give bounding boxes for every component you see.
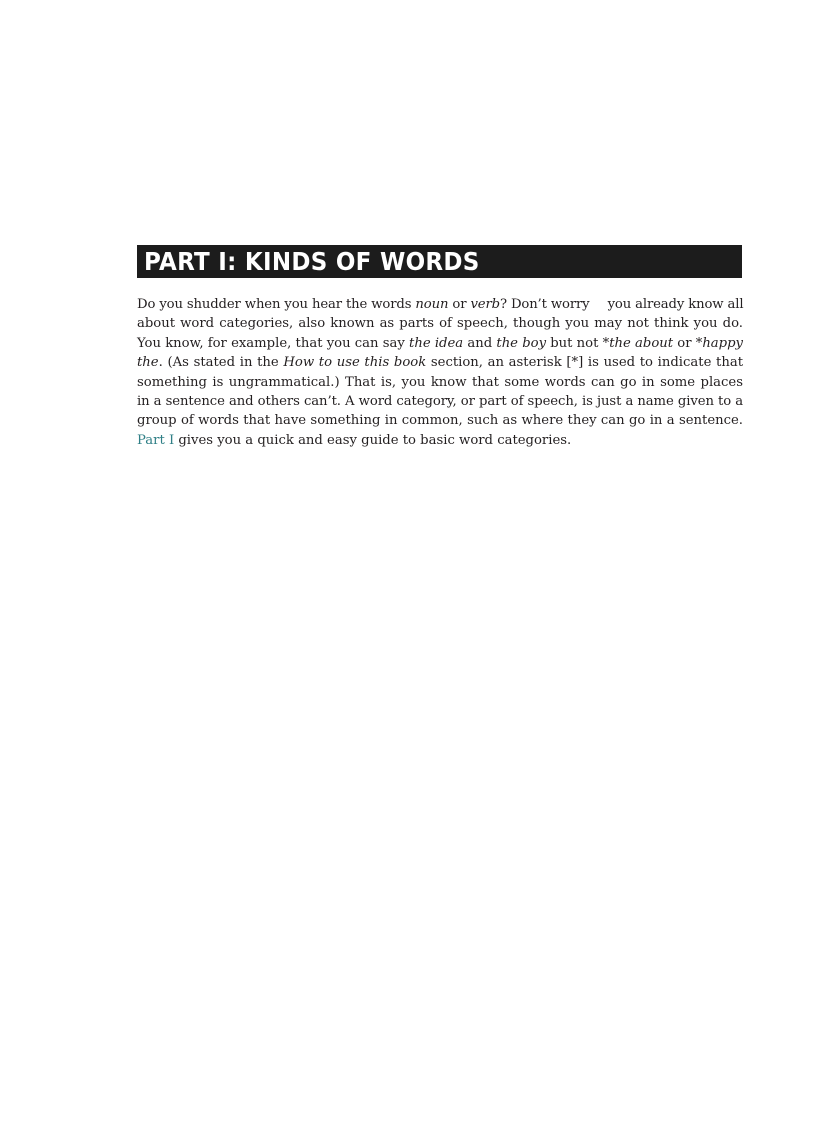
text-line-5: something is ungrammatical.) That is, you know that some words can go in some places [137,374,743,390]
text-line-6: in a sentence and others can’t. A word category, or part of speech, is just a name given to a [137,394,743,410]
part-heading-banner [137,245,742,278]
text-line-3: You know, for example, that you can say the idea and the boy but not *the about or *happy [137,335,744,351]
text-line-4: the. (As stated in the How to use this book section, an asterisk [*] is used to indicate that [137,355,744,371]
part-title: PART I: KINDS OF WORDS [144,247,480,276]
example-the-boy: the boy [496,335,547,351]
term-noun: noun [415,297,449,312]
text-line-8: Part I gives you a quick and easy guide to basic word categories. [137,432,572,448]
text-line-2: about word categories, also known as parts of speech, though you may not think you do. [137,316,743,332]
book-section-title: How to use this book [283,355,427,371]
example-the-about: the about [609,335,674,351]
example-the: the [137,355,159,371]
text-line-1: Do you shudder when you hear the words noun or verb? Don’t worry you already know all [137,297,744,312]
term-verb: verb [470,297,500,312]
example-happy: happy [702,335,744,351]
text-line-7: group of words that have something in common, such as where they can go in a sentence. [137,413,743,429]
part-i-link[interactable]: Part I [137,432,175,448]
example-the-idea: the idea [409,335,464,351]
intro-paragraph [137,295,743,450]
